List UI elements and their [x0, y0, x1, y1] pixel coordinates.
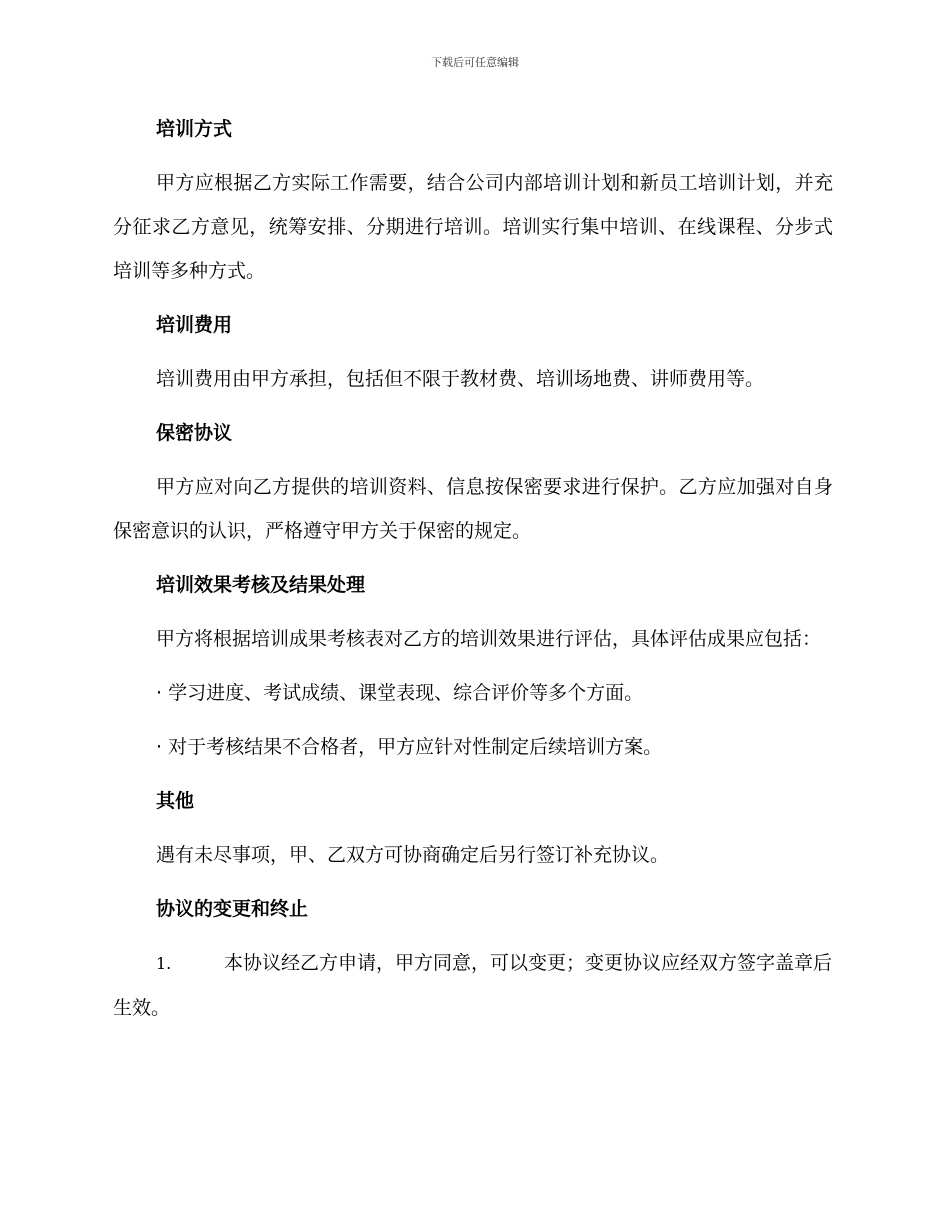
section-heading-confidentiality: 保密协议 [156, 422, 233, 444]
bullet-item-assessment-failure: · 对于考核结果不合格者，甲方应针对性制定后续培训方案。 [156, 736, 663, 758]
section-body-training-method: 甲方应根据乙方实际工作需要，结合公司内部培训计划和新员工培训计划，并充分征求乙方意见，统筹安排、分期进行培训。培训实行集中培训、在线课程、分步式培训等多种方式。 [113, 172, 833, 282]
numbered-item-modification-1 [113, 941, 833, 1030]
section-heading-training-method: 培训方式 [156, 118, 233, 140]
section-heading-other: 其他 [156, 790, 195, 812]
bullet-item-assessment-aspects: · 学习进度、考试成绩、课堂表现、综合评价等多个方面。 [156, 682, 644, 704]
section-heading-assessment: 培训效果考核及结果处理 [156, 574, 366, 596]
section-heading-modification: 协议的变更和终止 [156, 898, 309, 920]
page-header: 下载后可任意编辑 [431, 56, 519, 69]
section-body-other: 遇有未尽事项，甲、乙双方可协商确定后另行签订补充协议。 [156, 844, 670, 866]
document-body [113, 107, 833, 1040]
section-heading-training-fee: 培训费用 [156, 314, 233, 336]
section-body-confidentiality: 甲方应对向乙方提供的培训资料、信息按保密要求进行保护。乙方应加强对自身保密意识的认识，严格遵守甲方关于保密的规定。 [113, 476, 833, 542]
list-number: 1. [156, 954, 172, 973]
list-item-text: 本协议经乙方申请，甲方同意，可以变更；变更协议应经双方签字盖章后生效。 [113, 952, 833, 1019]
section-body-training-fee: 培训费用由甲方承担，包括但不限于教材费、培训场地费、讲师费用等。 [156, 368, 765, 390]
section-body-assessment: 甲方将根据培训成果考核表对乙方的培训效果进行评估，具体评估成果应包括： [156, 628, 822, 650]
